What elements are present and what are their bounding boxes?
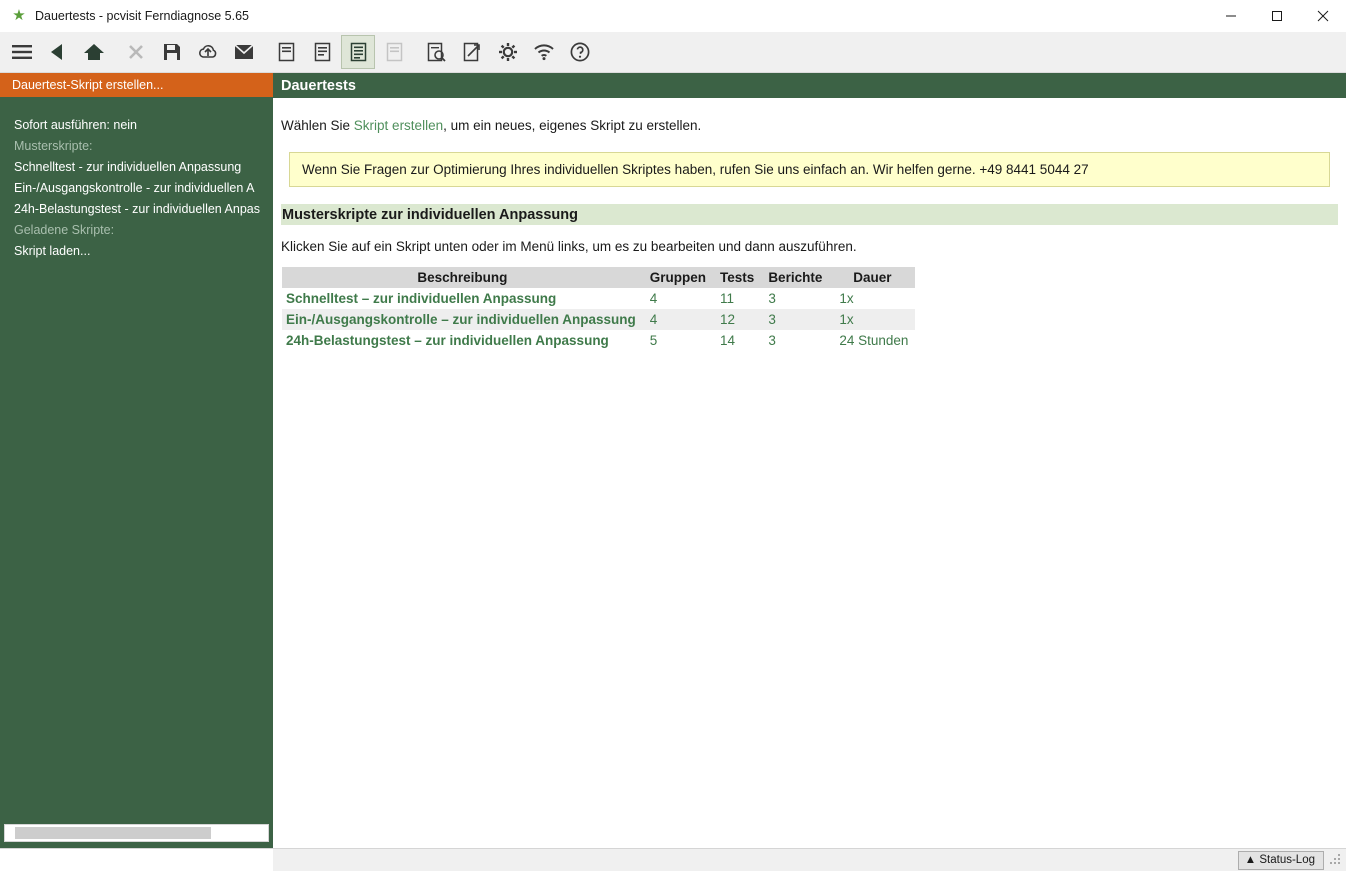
row-gruppen: 4	[643, 309, 713, 330]
back-icon[interactable]	[41, 35, 75, 69]
document-disabled-icon[interactable]	[377, 35, 411, 69]
row-berichte: 3	[768, 291, 776, 306]
status-bar-left-strip	[0, 849, 273, 871]
intro-paragraph	[281, 118, 1338, 133]
window-title: Dauertests - pcvisit Ferndiagnose 5.65	[35, 8, 249, 23]
row-gruppen: 4	[649, 291, 658, 306]
info-notice	[289, 152, 1330, 187]
wifi-icon[interactable]	[527, 35, 561, 69]
row-dauer: 24 Stunden	[839, 333, 909, 348]
row-berichte: 3	[768, 333, 776, 348]
sidebar-item-label: Sofort ausführen: nein	[14, 118, 137, 132]
maximize-button[interactable]	[1254, 0, 1300, 31]
sidebar-item-label: Ein-/Ausgangskontrolle - zur individuellen A	[14, 181, 255, 195]
table-row[interactable]	[282, 288, 915, 309]
row-description[interactable]: Schnelltest – zur individuellen Anpassung	[286, 291, 557, 306]
column-header-tests: Tests	[713, 267, 761, 288]
main-panel	[273, 73, 1346, 848]
sidebar-header-create-script[interactable]	[0, 73, 273, 97]
star-icon: ★	[12, 6, 26, 24]
page-title-label: Dauertests	[281, 77, 356, 94]
section-hint-label: Klicken Sie auf ein Skript unten oder im Menü links, um es zu bearbeiten und dann auszuführen.	[281, 239, 857, 254]
sidebar-group-label: Geladene Skripte:	[14, 223, 115, 237]
row-description[interactable]: Ein-/Ausgangskontrolle – zur individuellen Anpassung	[282, 309, 643, 330]
title-bar	[0, 0, 1346, 32]
column-header-berichte: Berichte	[761, 267, 829, 288]
home-icon[interactable]	[77, 35, 111, 69]
sidebar-item-skript-laden[interactable]	[0, 241, 273, 262]
table-row[interactable]	[282, 309, 915, 330]
sidebar-horizontal-scrollbar[interactable]	[4, 824, 269, 842]
sidebar-item-sofort-ausfuehren[interactable]	[0, 115, 273, 136]
mail-icon[interactable]	[227, 35, 261, 69]
row-description[interactable]: 24h-Belastungstest – zur individuellen Anpassung	[286, 333, 609, 348]
sidebar-group-musterskripte	[0, 136, 273, 157]
section-header	[281, 204, 1338, 225]
sidebar-item-label: Skript laden...	[14, 244, 91, 258]
cancel-icon[interactable]	[119, 35, 153, 69]
column-header-beschreibung: Beschreibung	[282, 267, 643, 288]
section-hint	[281, 239, 1338, 254]
script-icon[interactable]	[341, 35, 375, 69]
close-button[interactable]	[1300, 0, 1346, 31]
row-tests: 11	[720, 291, 735, 306]
sidebar-scrollbar-thumb[interactable]	[15, 827, 211, 839]
sidebar	[0, 73, 273, 848]
row-dauer: 1x	[829, 309, 915, 330]
sidebar-item-label: Schnelltest - zur individuellen Anpassung	[14, 160, 242, 174]
row-berichte: 3	[761, 309, 829, 330]
row-tests: 14	[720, 333, 736, 348]
resize-grip-icon[interactable]	[1330, 854, 1342, 866]
row-tests: 12	[713, 309, 761, 330]
sidebar-item-label: 24h-Belastungstest - zur individuellen Anpas	[14, 202, 260, 216]
scripts-table	[282, 267, 915, 351]
document-icon[interactable]	[305, 35, 339, 69]
intro-text-after: , um ein neues, eigenes Skript zu erstellen.	[443, 118, 702, 133]
minimize-button[interactable]	[1208, 0, 1254, 31]
column-header-dauer: Dauer	[829, 267, 915, 288]
section-header-label: Musterskripte zur individuellen Anpassung	[282, 206, 578, 223]
search-document-icon[interactable]	[419, 35, 453, 69]
sidebar-item-24h-belastungstest[interactable]	[0, 199, 273, 220]
status-bar	[0, 848, 1346, 871]
info-notice-text: Wenn Sie Fragen zur Optimierung Ihres individuellen Skriptes haben, rufen Sie uns einfach an. Wir helfen gerne. +49 8441 5044 27	[302, 162, 1089, 177]
intro-text-before: Wählen Sie	[281, 118, 354, 133]
scripts-table-body	[282, 288, 915, 351]
scripts-table-head	[282, 267, 915, 288]
toolbar	[0, 32, 1346, 73]
settings-gear-icon[interactable]	[491, 35, 525, 69]
row-gruppen: 5	[649, 333, 658, 348]
cloud-upload-icon[interactable]	[191, 35, 225, 69]
create-script-link[interactable]: Skript erstellen	[353, 118, 444, 133]
help-icon[interactable]	[563, 35, 597, 69]
sidebar-group-label: Musterskripte:	[14, 139, 93, 153]
save-icon[interactable]	[155, 35, 189, 69]
window-body	[0, 73, 1346, 848]
scripts-table-header-row	[282, 267, 915, 288]
sidebar-header-label: Dauertest-Skript erstellen...	[12, 78, 164, 92]
sidebar-item-schnelltest[interactable]	[0, 157, 273, 178]
status-log-button[interactable]: ▲ Status-Log	[1238, 851, 1324, 870]
column-header-gruppen: Gruppen	[643, 267, 713, 288]
report-icon[interactable]	[269, 35, 303, 69]
table-row[interactable]	[282, 330, 915, 351]
sidebar-item-ein-ausgangskontrolle[interactable]	[0, 178, 273, 199]
page-title	[273, 73, 1346, 98]
content-area	[273, 98, 1346, 848]
menu-icon[interactable]	[5, 35, 39, 69]
sidebar-group-geladene-skripte	[0, 220, 273, 241]
row-dauer: 1x	[839, 291, 854, 306]
export-icon[interactable]	[455, 35, 489, 69]
sidebar-items	[0, 97, 273, 824]
